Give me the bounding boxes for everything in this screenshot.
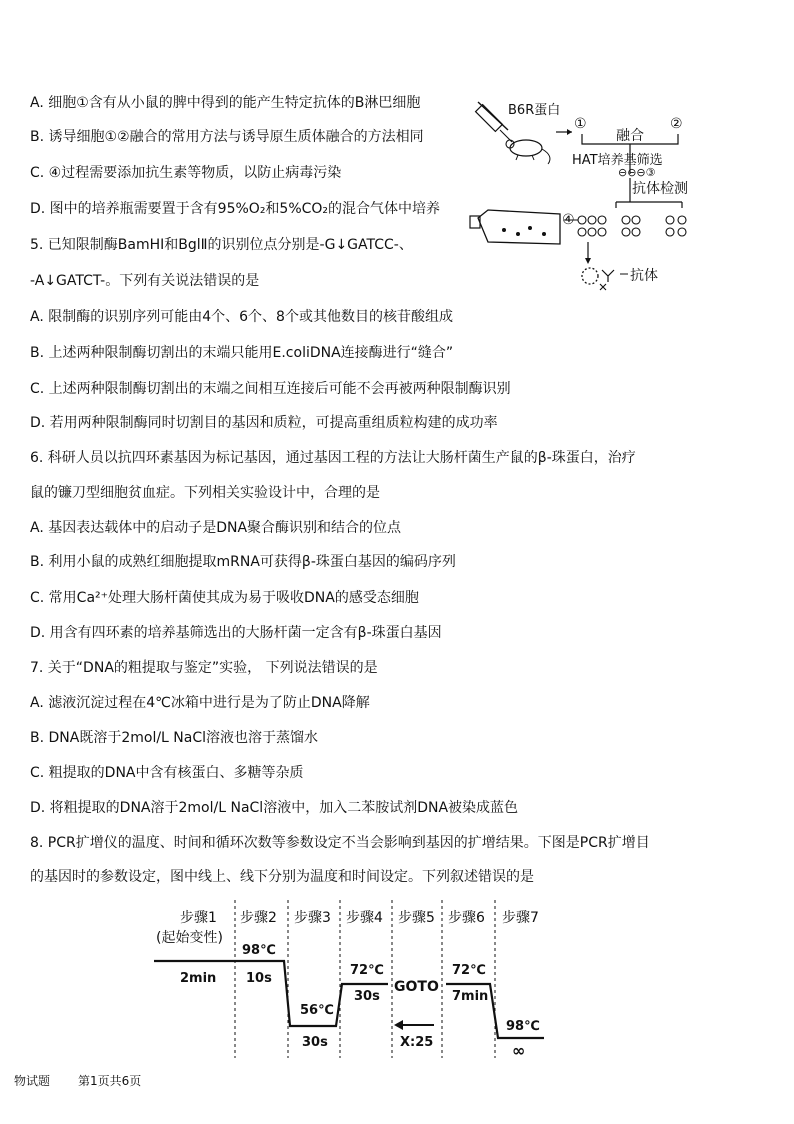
question-6-stem: 6. 科研人员以抗四环素基因为标记基因，通过基因工程的方法让大肠杆菌生产鼠的β-珠蛋白，治疗 — [30, 450, 636, 466]
hybridoma-cells: ⊖⊖⊖③ — [618, 166, 656, 179]
step-2-header: 步骤2 — [240, 910, 277, 926]
step-3-header: 步骤3 — [294, 910, 331, 926]
step-1-header: 步骤1 — [180, 910, 217, 926]
option-4c: C. ④过程需要添加抗生素等物质，以防止病毒污染 — [30, 165, 342, 181]
medium-label: HAT培养基筛选 — [572, 153, 663, 168]
step-1-note: (起始变性) — [156, 930, 223, 946]
step-6-temp: 72℃ — [452, 963, 486, 978]
goto-arrow-icon — [394, 1020, 434, 1030]
antibody-detect-label: 抗体检测 — [632, 181, 688, 197]
footer-page-number: 第1页共6页 — [78, 1074, 142, 1088]
option-4a: A. 细胞①含有从小鼠的脾中得到的能产生特定抗体的B淋巴细胞 — [30, 95, 421, 111]
step-3-temp: 56℃ — [300, 1003, 334, 1018]
step-2-time: 10s — [246, 971, 272, 986]
step-6-header: 步骤6 — [448, 910, 485, 926]
step-7-time: ∞ — [512, 1041, 526, 1060]
option-6a: A. 基因表达载体中的启动子是DNA聚合酶识别和结合的位点 — [30, 520, 402, 536]
step-7-header: 步骤7 — [502, 910, 539, 926]
step-4-time: 30s — [354, 989, 380, 1004]
option-6d: D. 用含有四环素的培养基筛选出的大肠杆菌一定含有β-珠蛋白基因 — [30, 625, 442, 641]
antigen-cell-icon — [582, 268, 614, 290]
option-4d: D. 图中的培养瓶需要置于含有95%O₂和5%CO₂的混合气体中培养 — [30, 201, 441, 217]
step-1-time: 2min — [180, 971, 217, 986]
option-7c: C. 粗提取的DNA中含有核蛋白、多糖等杂质 — [30, 765, 304, 781]
option-5d: D. 若用两种限制酶同时切割目的基因和质粒，可提高重组质粒构建的成功率 — [30, 415, 498, 431]
option-6c: C. 常用Ca²⁺处理大肠杆菌使其成为易于吸收DNA的感受态细胞 — [30, 590, 419, 606]
step-5-cycles: X:25 — [400, 1035, 434, 1050]
screening-wells — [578, 216, 686, 236]
step-4-label: ④ — [562, 212, 575, 228]
question-8-stem-cont: 的基因时的参数设定，图中线上、线下分别为温度和时间设定。下列叙述错误的是 — [30, 869, 534, 885]
footer-subject: 物试题 — [14, 1074, 51, 1088]
antibody-label: 抗体 — [630, 268, 658, 284]
question-5-stem-cont: -A↓GATCT-。下列有关说法错误的是 — [30, 273, 260, 289]
option-4b: B. 诱导细胞①②融合的常用方法与诱导原生质体融合的方法相同 — [30, 129, 424, 145]
step-6-time: 7min — [452, 989, 489, 1004]
step-7-temp: 98℃ — [506, 1019, 540, 1034]
option-5b: B. 上述两种限制酶切割出的末端只能用E.coliDNA连接酶进行“缝合” — [30, 345, 454, 361]
cell-1-label: ① — [574, 116, 587, 132]
question-6-stem-cont: 鼠的镰刀型细胞贫血症。下列相关实验设计中，合理的是 — [30, 485, 380, 501]
question-5-stem: 5. 已知限制酶BamHI和BglⅡ的识别位点分别是-G↓GATCC-、 — [30, 237, 413, 253]
question-7-stem: 7. 关于“DNA的粗提取与鉴定”实验， 下列说法错误的是 — [30, 660, 378, 676]
pcr-program-diagram — [150, 900, 560, 1060]
option-7a: A. 滤液沉淀过程在4℃冰箱中进行是为了防止DNA降解 — [30, 695, 370, 711]
option-6b: B. 利用小鼠的成熟红细胞提取mRNA可获得β-珠蛋白基因的编码序列 — [30, 554, 456, 570]
step-5-header: 步骤5 — [398, 910, 435, 926]
mouse-icon — [506, 140, 550, 164]
fusion-label: 融合 — [616, 128, 644, 144]
step-2-temp: 98℃ — [242, 943, 276, 958]
step-4-header: 步骤4 — [346, 910, 383, 926]
option-5c: C. 上述两种限制酶切割出的末端之间相互连接后可能不会再被两种限制酶识别 — [30, 381, 511, 397]
option-7d: D. 将粗提取的DNA溶于2mol/L NaCl溶液中，加入二苯胺试剂DNA被染成蓝色 — [30, 800, 519, 816]
step-3-time: 30s — [302, 1035, 328, 1050]
cell-2-label: ② — [670, 116, 683, 132]
option-5a: A. 限制酶的识别序列可能由4个、6个、8个或其他数目的核苷酸组成 — [30, 309, 453, 325]
antibody-preparation-figure — [468, 94, 718, 294]
step-5-goto: GOTO — [394, 979, 439, 995]
antigen-label: B6R蛋白 — [508, 103, 561, 118]
option-7b: B. DNA既溶于2mol/L NaCl溶液也溶于蒸馏水 — [30, 730, 319, 746]
culture-flask-icon — [470, 210, 560, 244]
step-4-temp: 72℃ — [350, 963, 384, 978]
syringe-icon — [476, 102, 512, 142]
question-8-stem: 8. PCR扩增仪的温度、时间和循环次数等参数设定不当会影响到基因的扩增结果。下图是PCR扩增目 — [30, 835, 650, 851]
